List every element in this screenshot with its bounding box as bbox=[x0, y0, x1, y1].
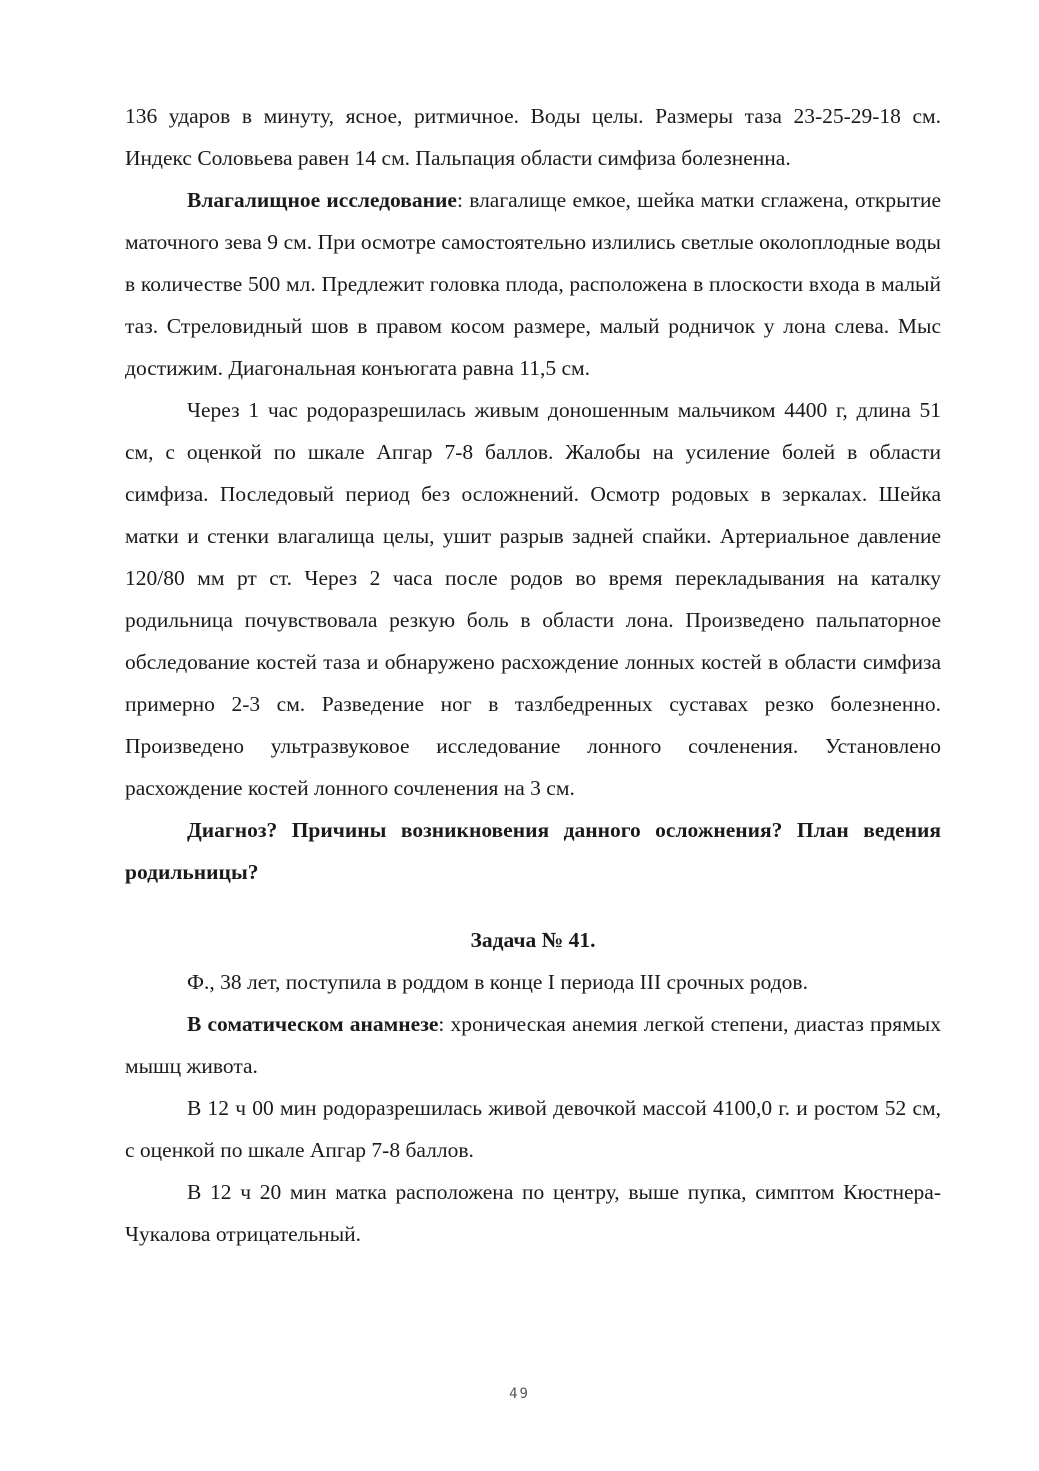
somatic-history-text: : хроническая анемия легкой степени, диастаз прямых мышц живота. bbox=[125, 1012, 941, 1078]
paragraph-vaginal-exam bbox=[125, 179, 941, 389]
paragraph-patient-intro: Ф., 38 лет, поступила в роддом в конце I периода III срочных родов. bbox=[187, 970, 808, 994]
vaginal-exam-text: : влагалище емкое, шейка матки сглажена, открытие маточного зева 9 см. При осмотре самостоятельно излились светлые околоплодные воды в количестве 500 мл. Предлежит головка плода, расположена в плоскости входа в малый таз. Стреловидный шов в правом косом размере, малый родничок у лона слева. Мыс достижим. Диагональная конъюгата равна 11,5 см. bbox=[125, 188, 942, 380]
paragraph-fetal-heart-and-pelvis: 136 ударов в минуту, ясное, ритмичное. Воды целы. Размеры таза 23-25-29-18 см. Индекс Соловьева равен 14 см. Пальпация области симфиза болезненна. bbox=[125, 104, 941, 170]
paragraph-delivery-course: Через 1 час родоразрешилась живым доношенным мальчиком 4400 г, длина 51 см, с оценкой по шкале Апгар 7-8 баллов. Жалобы на усиление болей в области симфиза. Последовый период без осложнений. Осмотр родовых в зеркалах. Шейка матки и стенки влагалища целы, ушит разрыв задней спайки. Артериальное давление 120/80 мм рт ст. Через 2 часа после родов во время перекладывания на каталку родильница почувствовала резкую боль в области лона. Произведено пальпаторное обследование костей таза и обнаружено расхождение лонных костей в области симфиза примерно 2-3 см. Разведение ног в тазлбедренных суставах резко болезненно. Произведено ультразвуковое исследование лонного сочленения. Установлено расхождение костей лонного сочленения на 3 см. bbox=[125, 398, 941, 800]
task-heading: Задача № 41. bbox=[470, 928, 596, 952]
somatic-history-label: В соматическом анамнезе bbox=[187, 1012, 439, 1036]
paragraph-uterus-status: В 12 ч 20 мин матка расположена по центру, выше пупка, симптом Кюстнера-Чукалова отрицательный. bbox=[125, 1180, 941, 1246]
task-questions: Диагноз? Причины возникновения данного осложнения? План ведения родильницы? bbox=[125, 818, 941, 884]
page-number: 49 bbox=[509, 1386, 530, 1402]
vaginal-exam-label: Влагалищное исследование bbox=[187, 188, 457, 212]
document-body bbox=[125, 95, 941, 1255]
paragraph-birth-time: В 12 ч 00 мин родоразрешилась живой девочкой массой 4100,0 г. и ростом 52 см, с оценкой по шкале Апгар 7-8 баллов. bbox=[125, 1096, 941, 1162]
paragraph-somatic-history bbox=[125, 1003, 941, 1087]
